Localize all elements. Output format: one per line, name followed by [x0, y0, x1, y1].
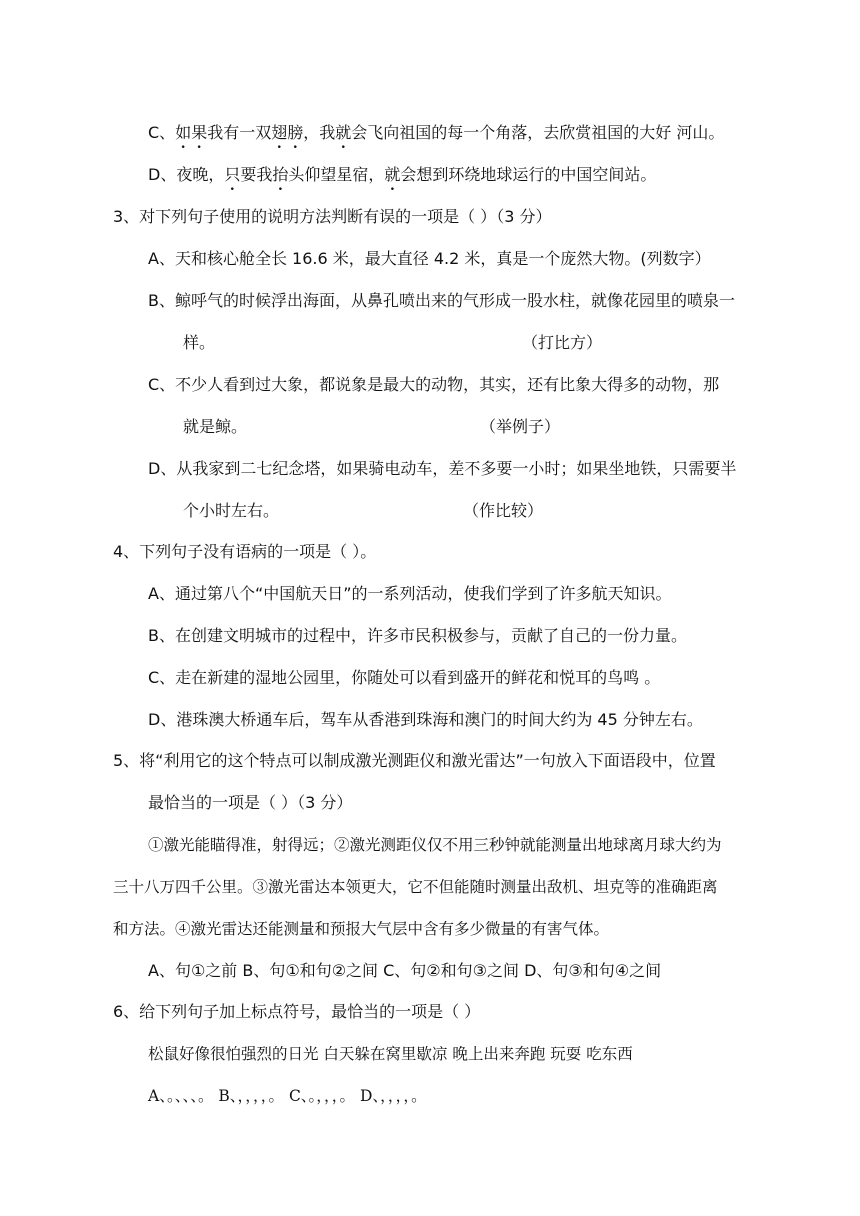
emphasis-char: 就	[384, 165, 401, 184]
q3-option-a: A、天和核心舱全长 16.6 米，最大直径 4.2 米，真是一个庞然大物。(列数字）	[148, 249, 711, 268]
q5-stem-line1: 5、将“利用它的这个特点可以制成激光测距仪和激光雷达”一句放入下面语段中，位置	[113, 751, 716, 770]
q2-option-d	[148, 164, 656, 186]
q3-option-d-line2: 个小时左右。	[183, 501, 280, 520]
q3-option-c-line2: 就是鲸。	[183, 417, 248, 436]
q4-option-a: A、通过第八个“中国航天日”的一系列活动，使我们学到了许多航天知识。	[148, 584, 672, 603]
q4-option-c: C、走在新建的湿地公园里，你随处可以看到盛开的鲜花和悦耳的鸟鸣 。	[148, 668, 661, 687]
emphasis-char: 抬	[272, 165, 289, 184]
q6-sentence: 松鼠好像很怕强烈的日光 白天躲在窝里歇凉 晚上出来奔跑 玩耍 吃东西	[148, 1045, 633, 1063]
text-segment: 我有一双	[207, 123, 272, 142]
q4-option-b: B、在创建文明城市的过程中，许多市民积极参与，贡献了自己的一份力量。	[148, 626, 687, 645]
q3-option-c-tag: （举例子）	[480, 417, 561, 436]
q3-option-d-line1: D、从我家到二七纪念塔，如果骑电动车，差不多要一小时；如果坐地铁，只需要半	[148, 459, 737, 478]
option-label: C、	[148, 123, 176, 142]
q4-option-d: D、港珠澳大桥通车后，驾车从香港到珠海和澳门的时间大约为 45 分钟左右。	[148, 710, 703, 729]
emphasis-char: 膀	[287, 123, 304, 142]
text-segment: 会想到环绕地球运行的中国空间站。	[400, 165, 657, 184]
q3-option-d-tag: （作比较）	[463, 501, 544, 520]
emphasis-char: 果	[191, 123, 208, 142]
q3-option-b-tag: （打比方）	[522, 333, 603, 352]
q6-options: A、。、、、。 B、，，，，。 C、。，，，。 D、，，，，。	[148, 1087, 427, 1105]
q3-option-b-line1: B、鲸呼气的时候浮出海面，从鼻孔喷出来的气形成一股水柱，就像花园里的喷泉一	[148, 291, 735, 310]
text-segment: 头仰望星宿，	[288, 165, 385, 184]
q4-stem: 4、下列句子没有语病的一项是（ ）。	[113, 542, 377, 561]
q5-passage-line1: ①激光能瞄得准，射得远；②激光测距仪仅不用三秒钟就能测量出地球离月球大约为	[148, 836, 722, 854]
text-segment: 会飞向祖国的每一个角落，去欣赏祖国的大好 河山。	[351, 123, 725, 142]
q3-option-c-line1: C、不少人看到过大象，都说象是最大的动物，其实，还有比象大得多的动物，那	[148, 375, 720, 394]
q3-stem: 3、对下列句子使用的说明方法判断有误的一项是（ ）（3 分）	[113, 207, 552, 226]
q5-stem-line2: 最恰当的一项是（ ）（3 分）	[148, 793, 353, 812]
emphasis-char: 如	[175, 123, 192, 142]
q5-passage-line3: 和方法。④激光雷达还能测量和预报大气层中含有多少微量的有害气体。	[113, 920, 610, 938]
text-segment: D、夜晚，	[148, 165, 225, 184]
q3-option-b-line2: 样。	[183, 333, 216, 352]
q5-passage-line2: 三十八万四千公里。③激光雷达本领更大，它不但能随时测量出敌机、坦克等的准确距离	[113, 878, 718, 896]
emphasis-char: 翅	[271, 123, 288, 142]
q6-stem: 6、给下列句子加上标点符号，最恰当的一项是（ ）	[113, 1002, 481, 1021]
text-segment: ，我	[303, 123, 336, 142]
text-segment: 要我	[240, 165, 273, 184]
emphasis-char: 只	[224, 165, 241, 184]
q5-options: A、句①之前 B、句①和句②之间 C、句②和句③之间 D、句③和句④之间	[148, 961, 662, 980]
emphasis-char: 就	[335, 123, 352, 142]
q2-option-c	[148, 122, 724, 144]
